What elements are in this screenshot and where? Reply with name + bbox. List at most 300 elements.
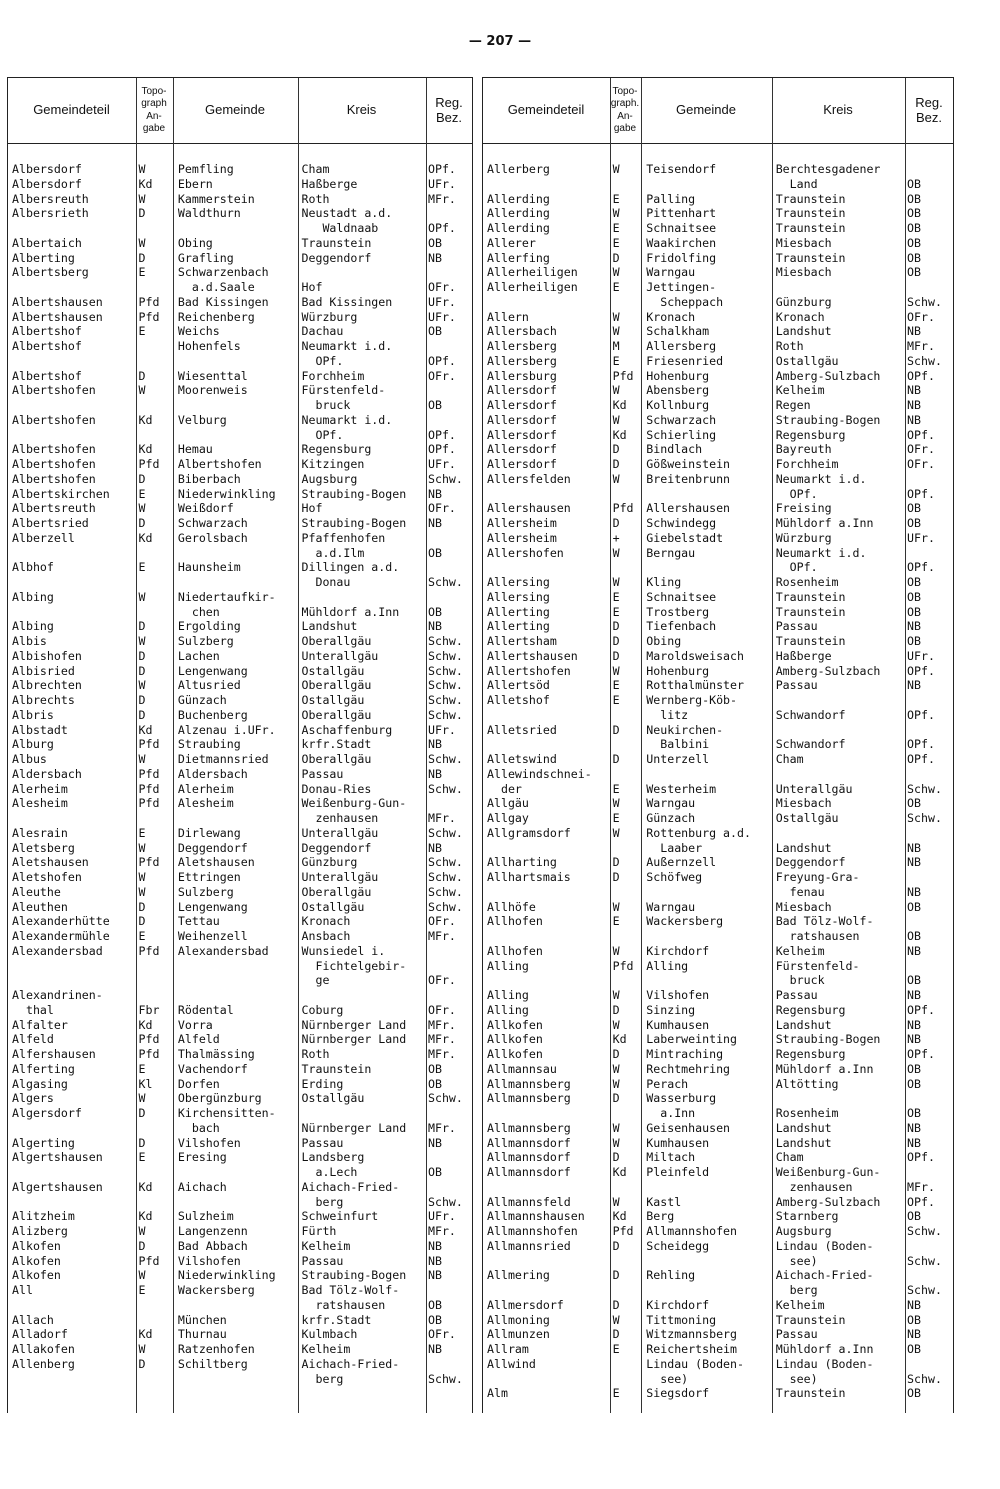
- row-regbez: OB: [427, 1297, 442, 1312]
- row-gemeinde: Unterzell: [646, 752, 710, 766]
- table-row: [483, 752, 953, 767]
- row-gemeindeteil: All: [12, 1283, 33, 1297]
- row-topo: E: [138, 560, 146, 575]
- row-gemeinde: Vilshofen: [177, 1253, 241, 1268]
- row-topo: D: [612, 516, 620, 530]
- row-gemeinde: [174, 575, 298, 590]
- row-topo: D: [612, 634, 620, 648]
- row-gemeinde: Palling: [646, 191, 696, 206]
- row-topo: [134, 575, 173, 590]
- row-kreis: [298, 1106, 424, 1121]
- row-kreis: Fürth: [301, 1224, 337, 1238]
- row-kreis: Traunstein: [775, 589, 846, 604]
- table-row: [8, 1372, 472, 1387]
- table-row: [483, 1018, 953, 1033]
- table-row: [8, 1003, 472, 1018]
- row-kreis: see): [775, 1371, 818, 1386]
- row-gemeinde: [642, 973, 771, 988]
- row-gemeindeteil: Allersfelden: [487, 471, 571, 486]
- row-regbez: Schw.: [907, 1224, 942, 1238]
- row-topo: D: [612, 1091, 620, 1106]
- table-row: [483, 737, 953, 752]
- row-gemeindeteil: Albertshofen: [12, 383, 96, 398]
- row-topo: Kd: [612, 1032, 627, 1047]
- row-kreis: Straubing-Bogen: [301, 1268, 407, 1283]
- row-gemeindeteil: Alfalter: [12, 1017, 68, 1032]
- row-gemeinde: Geisenhausen: [646, 1120, 731, 1135]
- table-row: [483, 885, 953, 900]
- row-gemeinde: Schwindegg: [646, 516, 717, 530]
- header-gemeinde: Gemeinde: [676, 102, 736, 118]
- row-gemeindeteil: Algerting: [12, 1135, 75, 1150]
- row-gemeinde: Schnaitsee: [646, 221, 717, 235]
- row-regbez: Schw.: [907, 811, 942, 825]
- row-regbez: OB: [427, 1312, 442, 1327]
- row-regbez: OB: [907, 516, 922, 530]
- row-gemeinde: Lengenwang: [177, 899, 248, 914]
- table-row: [483, 1372, 953, 1387]
- row-gemeindeteil: Alkofen: [12, 1238, 61, 1253]
- row-gemeindeteil: Alburg: [12, 737, 54, 752]
- table-row: [8, 251, 472, 266]
- table-row: [483, 162, 953, 177]
- row-gemeindeteil: Alladorf: [12, 1327, 68, 1342]
- row-topo: [134, 1165, 173, 1180]
- row-topo: D: [138, 914, 146, 929]
- row-kreis: zenhausen: [301, 811, 379, 825]
- row-gemeindeteil: [8, 354, 134, 369]
- table-row: [8, 1165, 472, 1180]
- row-topo: D: [138, 707, 146, 722]
- row-gemeindeteil: Albris: [12, 707, 54, 722]
- table-row: [8, 841, 472, 856]
- row-regbez: Schw.: [427, 884, 463, 899]
- row-gemeindeteil: Allersbach: [487, 324, 557, 339]
- row-regbez: NB: [427, 766, 442, 781]
- row-regbez: [903, 162, 953, 177]
- row-topo: [134, 988, 173, 1003]
- row-regbez: UFr.: [427, 294, 456, 309]
- row-topo: Pfd: [138, 457, 160, 471]
- row-kreis: Coburg: [301, 1002, 344, 1017]
- row-gemeinde: Lengenwang: [177, 663, 248, 678]
- table-row: [483, 206, 953, 221]
- table-row: [8, 531, 472, 546]
- row-gemeindeteil: Allern: [487, 309, 529, 324]
- row-topo: W: [612, 1194, 620, 1209]
- row-regbez: NB: [907, 1120, 922, 1135]
- table-row: [483, 855, 953, 870]
- row-topo: [134, 1121, 173, 1136]
- table-row: [8, 826, 472, 841]
- row-gemeinde: [174, 1298, 298, 1313]
- row-topo: Pfd: [138, 943, 160, 958]
- row-regbez: OB: [907, 973, 922, 988]
- row-regbez: UFr.: [907, 648, 935, 663]
- row-topo: [609, 1372, 643, 1387]
- row-regbez: Schw.: [427, 707, 463, 722]
- row-gemeindeteil: [483, 885, 609, 900]
- row-gemeinde: [642, 767, 771, 782]
- row-gemeinde: Schiltberg: [177, 1356, 248, 1371]
- row-regbez: [903, 1165, 953, 1180]
- row-gemeinde: Rehling: [646, 1268, 696, 1283]
- table-row: [8, 1032, 472, 1047]
- row-gemeindeteil: Alkofen: [12, 1268, 61, 1283]
- row-gemeinde: Siegsdorf: [646, 1386, 710, 1401]
- row-topo: Kd: [612, 427, 627, 442]
- row-kreis: Regensburg: [775, 427, 846, 442]
- row-topo: D: [612, 752, 620, 766]
- row-regbez: OB: [907, 265, 922, 280]
- row-regbez: OFr.: [427, 1327, 456, 1342]
- row-topo: Kd: [138, 1327, 153, 1342]
- row-topo: W: [612, 545, 620, 560]
- row-topo: Kd: [138, 1017, 153, 1032]
- row-gemeindeteil: Allersdorf: [487, 457, 557, 471]
- table-row: [483, 1239, 953, 1254]
- row-gemeinde: Albertshofen: [177, 457, 262, 471]
- row-kreis: [298, 265, 424, 280]
- row-gemeindeteil: thal: [12, 1002, 54, 1017]
- table-row: [483, 944, 953, 959]
- table-row: [8, 900, 472, 915]
- row-kreis: Regensburg: [775, 1002, 846, 1017]
- row-topo: D: [138, 1135, 146, 1150]
- row-topo: [134, 398, 173, 413]
- row-regbez: [424, 1357, 472, 1372]
- row-regbez: OB: [427, 604, 442, 619]
- row-regbez: Schw.: [907, 294, 942, 309]
- row-topo: E: [612, 353, 620, 368]
- row-topo: W: [612, 1135, 620, 1150]
- row-topo: Kd: [138, 722, 153, 737]
- row-kreis: Forchheim: [775, 457, 839, 471]
- row-topo: [609, 973, 643, 988]
- row-gemeinde: München: [177, 1312, 227, 1327]
- row-regbez: UFr.: [427, 309, 456, 324]
- row-topo: [134, 1195, 173, 1210]
- row-gemeindeteil: Allkofen: [487, 1047, 543, 1061]
- row-kreis: fenau: [775, 884, 825, 899]
- row-gemeinde: Warngau: [646, 265, 696, 280]
- table-row: [8, 1239, 472, 1254]
- row-regbez: OPf.: [907, 427, 935, 442]
- row-gemeindeteil: [8, 811, 134, 826]
- row-gemeindeteil: Allach: [12, 1312, 54, 1327]
- row-regbez: OB: [907, 1076, 922, 1091]
- row-regbez: NB: [427, 619, 442, 634]
- row-gemeindeteil: Algasing: [12, 1076, 68, 1091]
- table-row: [483, 973, 953, 988]
- row-topo: Pfd: [138, 796, 160, 811]
- row-topo: D: [612, 648, 620, 663]
- row-gemeindeteil: Algertshausen: [12, 1179, 103, 1194]
- row-kreis: Mühldorf a.Inn: [301, 604, 400, 619]
- row-kreis: [772, 280, 903, 295]
- row-gemeindeteil: Allersdorf: [487, 412, 557, 427]
- table-row: [8, 398, 472, 413]
- row-gemeindeteil: Albertshof: [12, 339, 82, 353]
- row-kreis: Deggendorf: [301, 840, 372, 855]
- table-row: [483, 442, 953, 457]
- table-row: [483, 1003, 953, 1018]
- row-topo: [134, 811, 173, 826]
- row-gemeindeteil: Albertsreuth: [12, 501, 96, 516]
- row-regbez: MFr.: [427, 1017, 456, 1032]
- row-topo: D: [612, 619, 620, 634]
- row-topo: D: [612, 1297, 620, 1312]
- row-gemeinde: Wasserburg: [646, 1091, 717, 1106]
- row-gemeindeteil: Allersberg: [487, 353, 557, 368]
- row-gemeinde: Laaber: [646, 840, 703, 855]
- table-row: [8, 472, 472, 487]
- row-gemeinde: Vachendorf: [177, 1061, 248, 1076]
- row-gemeindeteil: Allmoning: [487, 1312, 550, 1327]
- row-regbez: Schw.: [907, 1371, 942, 1386]
- row-topo: E: [612, 221, 620, 235]
- row-gemeindeteil: [8, 280, 134, 295]
- row-kreis: OPf.: [301, 353, 344, 368]
- row-regbez: OFr.: [907, 442, 935, 457]
- row-topo: D: [612, 1327, 620, 1342]
- row-gemeinde: Velburg: [177, 412, 227, 427]
- row-kreis: [772, 723, 903, 738]
- row-topo: E: [612, 235, 620, 250]
- row-kreis: Landshut: [775, 1017, 832, 1032]
- row-gemeinde: Schwarzenbach: [177, 265, 269, 280]
- row-gemeinde: Dietmannsried: [177, 752, 269, 766]
- row-topo: D: [612, 1002, 620, 1017]
- row-topo: E: [612, 1342, 620, 1356]
- row-gemeinde: Alfeld: [177, 1032, 220, 1047]
- row-topo: Pfd: [612, 368, 634, 383]
- row-kreis: Kronach: [775, 309, 825, 324]
- row-kreis: [772, 1091, 903, 1106]
- table-row: [483, 1062, 953, 1077]
- table-row: [8, 560, 472, 575]
- row-gemeinde: Vorra: [177, 1017, 213, 1032]
- row-gemeindeteil: Aletshofen: [12, 870, 82, 884]
- row-topo: Pfd: [612, 1224, 634, 1238]
- table-row: [8, 973, 472, 988]
- row-gemeindeteil: Albertsberg: [12, 265, 89, 280]
- table-row: [8, 634, 472, 649]
- table-row: [8, 192, 472, 207]
- row-topo: [609, 1357, 643, 1372]
- table-row: [8, 708, 472, 723]
- row-gemeindeteil: Albertshofen: [12, 457, 96, 471]
- row-topo: W: [612, 663, 620, 678]
- table-row: [483, 708, 953, 723]
- row-gemeindeteil: Alerheim: [12, 781, 68, 796]
- table-row: [483, 723, 953, 738]
- row-regbez: OFr.: [907, 457, 935, 471]
- row-regbez: Schw.: [427, 899, 463, 914]
- row-topo: E: [612, 1386, 620, 1401]
- row-regbez: [903, 1268, 953, 1283]
- row-kreis: Rosenheim: [775, 1106, 839, 1120]
- row-topo: W: [138, 840, 146, 855]
- row-regbez: OFr.: [427, 280, 456, 294]
- row-kreis: zenhausen: [775, 1179, 853, 1194]
- row-topo: [134, 1372, 173, 1387]
- table-row: [8, 1047, 472, 1062]
- table-row: [8, 295, 472, 310]
- row-gemeinde: Schnaitsee: [646, 589, 717, 604]
- row-regbez: [424, 339, 472, 354]
- row-regbez: [903, 693, 953, 708]
- row-topo: W: [138, 191, 146, 206]
- row-gemeindeteil: [8, 605, 134, 620]
- table-row: [483, 1077, 953, 1092]
- row-topo: E: [612, 604, 620, 619]
- row-kreis: Nürnberger Land: [301, 1120, 407, 1135]
- table-row: [483, 1298, 953, 1313]
- row-kreis: Neumarkt i.d.: [301, 339, 393, 353]
- row-topo: [609, 929, 643, 944]
- row-topo: [609, 487, 643, 502]
- row-gemeinde: Schöfweg: [646, 870, 703, 884]
- row-gemeindeteil: Allerheiligen: [487, 280, 578, 294]
- row-topo: D: [138, 471, 146, 486]
- row-gemeindeteil: Albertshof: [12, 324, 82, 339]
- row-gemeindeteil: Albertskirchen: [12, 486, 110, 501]
- row-gemeinde: Kling: [646, 575, 682, 589]
- row-regbez: OB: [907, 1342, 922, 1356]
- row-regbez: OPf.: [427, 162, 456, 176]
- row-gemeindeteil: Allerer: [487, 235, 536, 250]
- table-row: [483, 295, 953, 310]
- row-kreis: Weißenburg-Gun-: [301, 796, 407, 811]
- row-regbez: OPf.: [907, 1047, 935, 1061]
- row-regbez: OPf.: [907, 737, 935, 752]
- table-row: [8, 457, 472, 472]
- table-row: [8, 1091, 472, 1106]
- row-topo: W: [138, 752, 146, 766]
- row-topo: E: [138, 929, 146, 943]
- row-gemeinde: Kumhausen: [646, 1017, 710, 1032]
- row-gemeinde: [642, 1180, 771, 1195]
- row-regbez: OB: [907, 634, 922, 648]
- row-gemeinde: Miltach: [646, 1150, 696, 1165]
- row-gemeindeteil: Alberzell: [12, 530, 75, 545]
- table-row: [8, 1136, 472, 1151]
- row-regbez: OB: [907, 221, 922, 235]
- row-gemeindeteil: Allmannshofen: [487, 1224, 578, 1238]
- row-gemeinde: Günzach: [646, 811, 696, 825]
- row-gemeinde: Bad Abbach: [177, 1238, 248, 1253]
- row-kreis: Altötting: [775, 1076, 839, 1091]
- table-row: [483, 1165, 953, 1180]
- row-regbez: MFr.: [427, 811, 456, 825]
- row-topo: D: [612, 1150, 620, 1165]
- row-regbez: NB: [907, 1017, 922, 1032]
- row-regbez: Schw.: [907, 781, 942, 796]
- table-row: [483, 531, 953, 546]
- row-regbez: NB: [907, 988, 922, 1002]
- row-gemeindeteil: Allmannsdorf: [487, 1150, 571, 1165]
- row-gemeindeteil: Aleuthe: [12, 884, 61, 899]
- table-row: [483, 678, 953, 693]
- row-gemeinde: Außernzell: [646, 855, 717, 870]
- table-row: [483, 767, 953, 782]
- row-gemeinde: Kumhausen: [646, 1135, 710, 1150]
- row-regbez: OB: [907, 899, 922, 914]
- table-row: [483, 236, 953, 251]
- row-kreis: Ostallgäu: [775, 353, 839, 368]
- row-gemeinde: Allersberg: [646, 339, 717, 353]
- row-topo: [134, 221, 173, 236]
- left-table: [7, 77, 473, 1413]
- row-topo: [134, 973, 173, 988]
- row-kreis: Freyung-Gra-: [775, 870, 860, 884]
- row-gemeinde: Vilshofen: [177, 1135, 241, 1150]
- row-gemeinde: [174, 1195, 298, 1210]
- row-gemeinde: Westerheim: [646, 781, 717, 796]
- table-row: [483, 1386, 953, 1401]
- row-gemeinde: Rödental: [177, 1002, 234, 1017]
- row-gemeinde: Obing: [177, 235, 213, 250]
- row-topo: Kd: [612, 1209, 627, 1224]
- row-gemeinde: Rechtmehring: [646, 1061, 731, 1076]
- row-regbez: OPf.: [907, 486, 935, 501]
- row-gemeindeteil: Alfershausen: [12, 1047, 96, 1061]
- row-regbez: OB: [427, 235, 442, 250]
- table-row: [8, 929, 472, 944]
- row-kreis: Cham: [301, 162, 330, 176]
- row-regbez: NB: [427, 737, 442, 752]
- row-kreis: Forchheim: [301, 368, 365, 383]
- row-kreis: Landshut: [775, 1135, 832, 1150]
- row-kreis: Traunstein: [775, 221, 846, 235]
- row-gemeindeteil: [8, 398, 134, 413]
- row-kreis: Bad Tölz-Wolf-: [775, 914, 874, 929]
- row-gemeinde: see): [646, 1371, 689, 1386]
- row-topo: [609, 737, 643, 752]
- row-gemeinde: Alerheim: [177, 781, 234, 796]
- row-kreis: Passau: [775, 988, 818, 1002]
- row-gemeinde: Alexandersbad: [177, 943, 269, 958]
- row-topo: [134, 1298, 173, 1313]
- row-regbez: Schw.: [907, 1253, 942, 1268]
- row-regbez: [424, 383, 472, 398]
- row-gemeindeteil: Allerding: [487, 191, 550, 206]
- row-gemeinde: Obergünzburg: [177, 1091, 262, 1106]
- row-gemeinde: [174, 959, 298, 974]
- row-gemeindeteil: Alling: [487, 1002, 529, 1017]
- row-kreis: OPf.: [301, 427, 344, 442]
- row-kreis: Kelheim: [301, 1238, 351, 1253]
- row-gemeinde: Tiefenbach: [646, 619, 717, 634]
- table-row: [483, 796, 953, 811]
- row-regbez: [424, 531, 472, 546]
- table-row: [483, 177, 953, 192]
- row-kreis: berg: [775, 1283, 818, 1297]
- page-number: — 207 —: [468, 34, 532, 49]
- row-gemeinde: Haunsheim: [177, 560, 241, 575]
- row-kreis: Regen: [775, 398, 811, 412]
- row-kreis: Oberallgäu: [301, 884, 372, 899]
- row-gemeindeteil: [483, 560, 609, 575]
- row-gemeinde: Weichs: [177, 324, 220, 339]
- table-row: [8, 914, 472, 929]
- row-topo: E: [138, 486, 146, 501]
- right-table-body: [483, 162, 953, 1401]
- row-regbez: OB: [907, 589, 922, 604]
- row-gemeindeteil: Alling: [487, 988, 529, 1002]
- row-kreis: Aichach-Fried-: [301, 1356, 400, 1371]
